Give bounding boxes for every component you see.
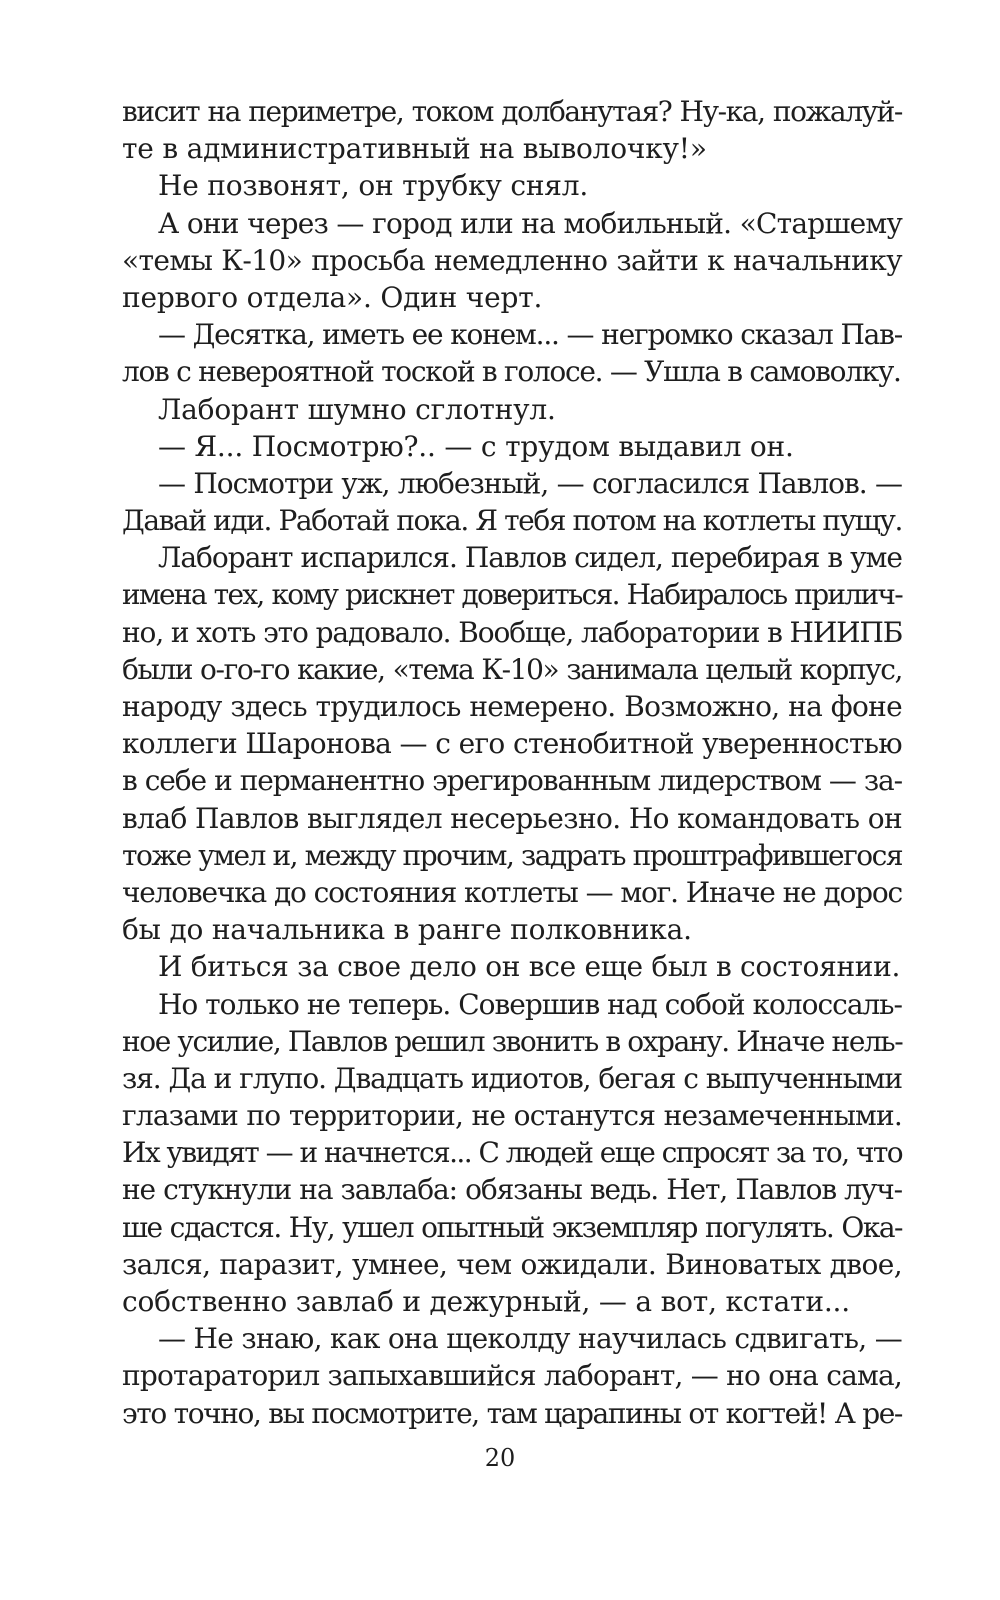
page-number: 20: [484, 1444, 516, 1472]
text-line: — Десятка, иметь ее конем... — негромко сказал Пав-: [158, 318, 902, 352]
text-line: лов с невероятной тоской в голосе. — Ушла в самоволку.: [122, 355, 901, 389]
text-line: имена тех, кому рискнет довериться. Набиралось прилич-: [122, 578, 902, 612]
text-line: Но только не теперь. Совершив над собой колоссаль-: [158, 987, 902, 1021]
text-line: Их увидят — и начнется... С людей еще спросят за то, что: [122, 1136, 902, 1170]
text-line: зался, паразит, умнее, чем ожидали. Виноватых двое,: [122, 1247, 902, 1281]
text-line: Давай иди. Работай пока. Я тебя потом на котлеты пущу.: [122, 504, 902, 538]
text-line: Не позвонят, он трубку снял.: [158, 169, 589, 203]
text-line: это точно, вы посмотрите, там царапины от когтей! А ре-: [122, 1396, 902, 1430]
text-line: коллеги Шаронова — с его стенобитной уверенностью: [122, 727, 902, 761]
text-line: — Не знаю, как она щеколду научилась сдвигать, —: [158, 1322, 902, 1356]
body-text: [122, 93, 902, 1432]
text-line: ше сдастся. Ну, ушел опытный экземпляр погулять. Ока-: [122, 1210, 902, 1244]
text-line: влаб Павлов выглядел несерьезно. Но командовать он: [122, 801, 903, 835]
text-line: — Посмотри уж, любезный, — согласился Павлов. —: [158, 466, 902, 500]
text-line: не стукнули на завлаба: обязаны ведь. Нет, Павлов луч-: [122, 1173, 902, 1207]
text-line: человечка до состояния котлеты — мог. Иначе не дорос: [122, 875, 902, 909]
text-line: первого отдела». Один черт.: [122, 280, 543, 314]
text-line: А они через — город или на мобильный. «Старшему: [158, 206, 902, 240]
text-line: Лаборант испарился. Павлов сидел, перебирая в уме: [158, 541, 902, 575]
text-line: Лаборант шумно сглотнул.: [158, 392, 556, 426]
text-line: «темы К-10» просьба немедленно зайти к начальнику: [122, 243, 902, 277]
text-line: народу здесь трудилось немерено. Возможно, на фоне: [122, 690, 902, 723]
text-line: были о-го-го какие, «тема К-10» занимала целый корпус,: [122, 652, 902, 686]
text-line: собственно завлаб и дежурный, — а вот, кстати...: [122, 1285, 850, 1318]
text-line: в себе и перманентно эрегированным лидерством — за-: [122, 764, 902, 798]
text-line: висит на периметре, током долбанутая? Ну-ка, пожалуй-: [122, 95, 902, 128]
text-line: зя. Да и глупо. Двадцать идиотов, бегая с выпученными: [122, 1061, 902, 1095]
text-line: но, и хоть это радовало. Вообще, лаборатории в НИИПБ: [122, 615, 903, 649]
text-line: протараторил запыхавшийся лаборант, — но она сама,: [122, 1359, 902, 1393]
text-line: — Я... Посмотрю?.. — с трудом выдавил он.: [158, 429, 794, 463]
text-line: ное усилие, Павлов решил звонить в охрану. Иначе нель-: [122, 1024, 903, 1058]
text-line: тоже умел и, между прочим, задрать проштрафившегося: [122, 838, 902, 872]
text-line: те в административный на выволочку!»: [122, 132, 707, 166]
text-line: глазами по территории, не останутся незамеченными.: [122, 1099, 902, 1133]
text-line: бы до начальника в ранге полковника.: [122, 913, 692, 947]
text-line: И биться за свое дело он все еще был в состоянии.: [158, 950, 901, 984]
